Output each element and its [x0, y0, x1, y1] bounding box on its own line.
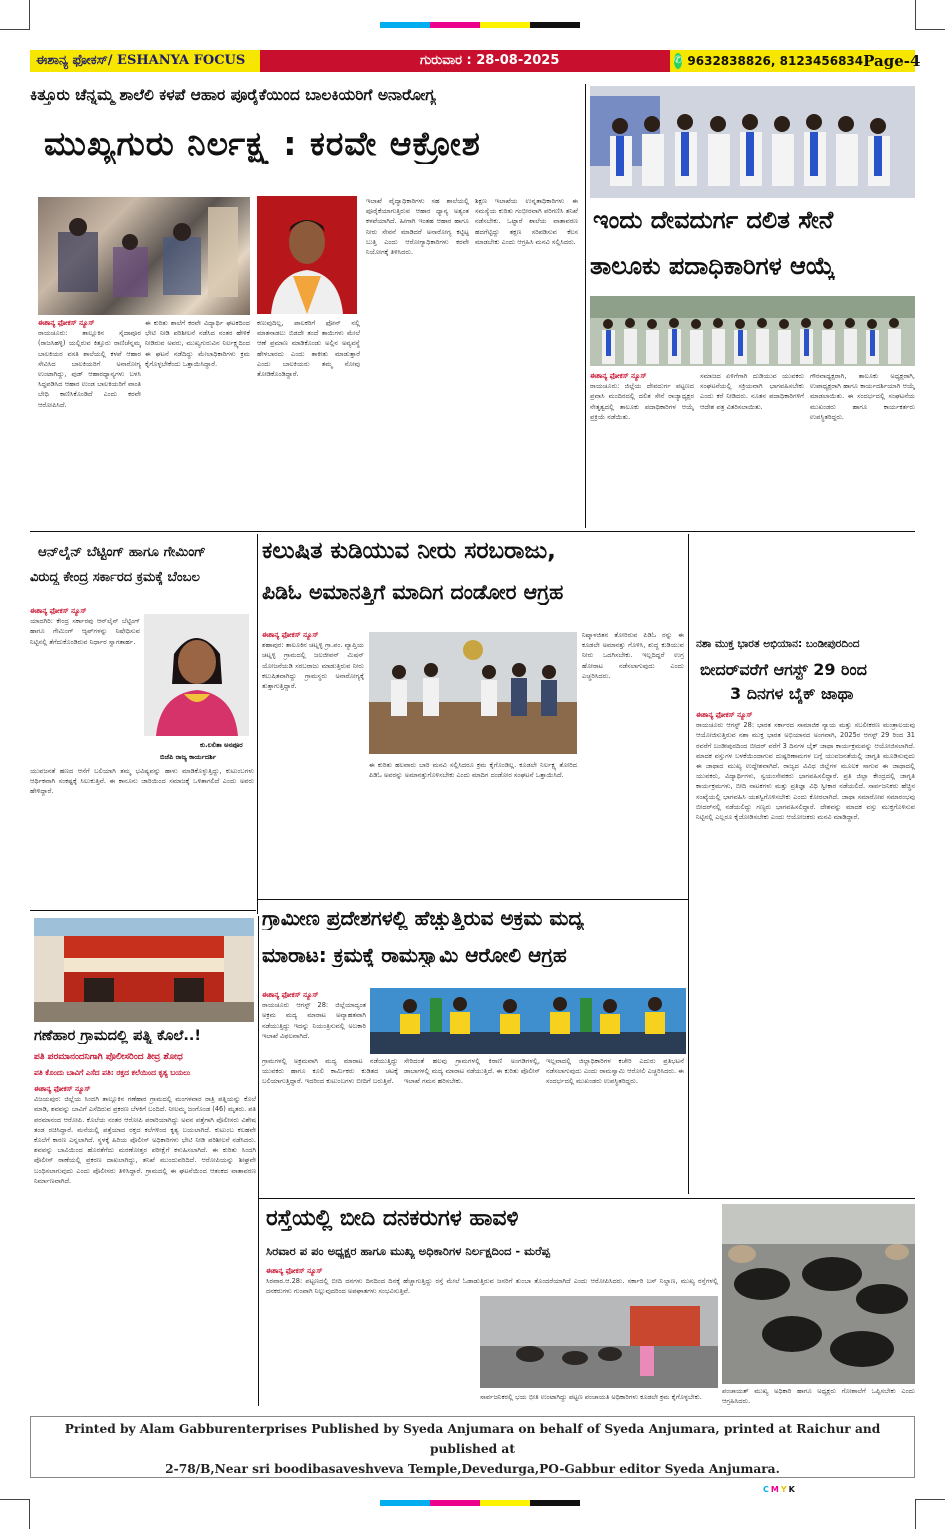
story3-caption-role: ಬಿಜೆಪಿ ರಾಜ್ಯ ಕಾರ್ಯದರ್ಶಿ	[160, 753, 217, 761]
story6-column-3	[546, 1056, 684, 1192]
registration-mark-top-right	[915, 0, 945, 30]
story1-text-col4: ಇಲಾಖೆ ವೈದ್ಯಾಧಿಕಾರಿಗಳು ಸಹ ಶಾಲೆಯಲ್ಲಿ ಪೂರೈಕೆಯಾಗುತ್ತಿರುವ ಆಹಾರ ಧ್ಯಾನ್ಯ ಅತ್ಯಂತ ಕಳಪೆಯಾಗಿದೆ. ಹೀಗಾಗಿ ಇಂತಹ ಆಹಾರ ಹಾಗೂ ನೀರು ಸೇವನೆ ಮಾಡಿದರೆ ಅನಾರೋಗ್ಯ ಕಟ್ಟಿಟ್ಟ ಬುತ್ತಿ ಎಂದು ಆರೋಗ್ಯಾಧಿಕಾರಿಗಳು ಕರವೇ ನಿಯೋಗಕ್ಕೆ ತಿಳಿಸಿದರು.	[366, 197, 469, 257]
story8-caption-right	[722, 1386, 915, 1412]
cmyk-c: C	[763, 1485, 769, 1494]
story1-column-5	[475, 196, 578, 526]
story8-column-right	[480, 1392, 718, 1406]
story1-headline: ಮುಖ್ಯಗುರು ನಿರ್ಲಕ್ಷ್ಯ : ಕರವೇ ಆಕ್ರೋಶ	[44, 124, 481, 163]
rule-vertical-left-mid	[257, 534, 258, 914]
story4-headline-line1: ಕಲುಷಿತ ಕುಡಿಯುವ ನೀರು ಸರಬರಾಜು,	[262, 538, 556, 564]
rule-horizontal-1	[30, 531, 915, 532]
story1-text-col2: ಈ ಕುರಿತು ಶಾಲೆಗೆ ಕರವೇ ವಿದ್ಯಾರ್ಥಿ ಘಟಕದಿಂದ ಭೇಟಿ ನೀಡಿ ಪರಿಶೀಲನೆ ನಡೆಸಿದ ನಂತರ ಹೇಳಿಕೆ ನೀಡಿರುವ ಅವರು, ಮುಖ್ಯಗುರುವಿನ ನಿರ್ಲಕ್ಷ್ಯದಿಂದ ಈ ಘಟನೆ ನಡೆದಿದ್ದು ಮೇಲಾಧಿಕಾರಿಗಳು ಕ್ರಮ ಕೈಗೊಳ್ಳಬೇಕೆಂದು ಒತ್ತಾಯಿಸಿದ್ದಾರೆ.	[145, 319, 250, 368]
story4-text-col1: ಶಹಾಪುರ: ತಾಲೂಕಿನ ಚಟ್ನಳ್ಳಿ ಗ್ರಾ.ಪಂ. ವ್ಯಾಪ್ತಿಯ ಚಟ್ನಳ್ಳಿ ಗ್ರಾಮದಲ್ಲಿ ಜಲಜೀವನ್ ಮಿಷನ್ ಯೋಜನೆಯಡಿ ಸರಬರಾಜು ಮಾಡುತ್ತಿರುವ ನೀರು ಕಲುಷಿತವಾಗಿದ್ದು ಗ್ರಾಮಸ್ಥರು ಅನಾರೋಗ್ಯಕ್ಕೆ ತುತ್ತಾಗುತ್ತಿದ್ದಾರೆ.	[262, 641, 364, 691]
color-bar-bottom	[380, 1500, 580, 1506]
story3-headline-line1: ಆನ್‌ಲೈನ್ ಬೆಟ್ಟಿಂಗ್ ಹಾಗೂ ಗೇಮಿಂಗ್	[38, 544, 206, 560]
story4-headline-line2: ಪಿಡಿಓ ಅಮಾನತ್ತಿಗೆ ಮಾದಿಗ ದಂಡೋರ ಆಗ್ರಹ	[262, 580, 564, 604]
registration-mark-bottom-left	[0, 1499, 30, 1529]
rule-vertical-center-top	[585, 84, 586, 528]
story1-text-col3: ಕಣುವುದಿಲ್ಲ, ಪಾಲಕರಿಗೆ ಫೋನ್ ನಲ್ಲಿ ಮಾತನಾಡಲು ಬಿಡದೇ ತಂದೆ ತಾಯಿಗಳು ಮೇಲೆ ಆಣೆ ಪ್ರಮಾಣ ಮಾಡಿಕೊಂಡು ಅಲ್ಲಿನ ಅವ್ಯವಸ್ಥೆ ಹೇಳಬಾರದು ಎಂದು ತಾಕೀತು ಮಾಡುತ್ತಾರೆ ಎಂದು ಬಾಲಕಿಯರು ತಮ್ಮ ನೋವು ತೋಡಿಕೊಂಡಿದ್ದಾರೆ.	[257, 319, 360, 379]
color-bar-top	[380, 22, 580, 28]
story2-group-scene-bottom	[590, 296, 915, 366]
story3-caption-name: ಕು.ಲಲಿತಾ ಅನಪೂರ	[200, 741, 243, 749]
story4-text-col2: ಈ ಕುರಿತು ಹಲವಾರು ಬಾರಿ ಮನವಿ ಸಲ್ಲಿಸಿದರೂ ಕ್ರಮ ಕೈಗೊಂಡಿಲ್ಲ. ಕೂಡಲೇ ನಿರ್ಲಕ್ಷ್ಯ ತೋರಿದ ಪಿಡಿಓ ಅವರನ್ನು ಅಮಾನತ್ತುಗೊಳಿಸಬೇಕು ಎಂದು ಮಾದಿಗ ದಂಡೋರ ಸಂಘಟನೆ ಒತ್ತಾಯಿಸಿದೆ.	[369, 761, 577, 780]
story2-photo-group-top	[590, 86, 915, 198]
story7-byline: ಈಶಾನ್ಯ ಫೋಕಸ್ ನ್ಯೂಸ್	[34, 1085, 91, 1093]
story6-headline-line1: ಗ್ರಾಮೀಣ ಪ್ರದೇಶಗಳಲ್ಲಿ ಹೆಚ್ಚುತ್ತಿರುವ ಅಕ್ರಮ ಮದ್ಯ	[262, 906, 585, 930]
story7-headline: ಗಣೆಹಾರ ಗ್ರಾಮದಲ್ಲಿ ಪತ್ನಿ ಕೊಲೆ..!	[34, 1028, 201, 1044]
story1-text-col1: ರಾಯಚೂರು: ತಾಲ್ಲೂಕಿನ ಸೈದಾಪೂರ (ರಾಜಸಿಹಳ್ಳಿ) ಯಲ್ಲಿರುವ ಕಿತ್ತೂರು ರಾಣಿಚೆನ್ನಮ್ಮ ಬಾಲಕಿಯರ ವಸತಿ ಶಾಲೆಯಲ್ಲಿ ಕಳಪೆ ಆಹಾರ ಸೇವಿಸಿದ ಬಾಲಕಿಯರಿಗೆ ಅನಾರೋಗ್ಯ ಉಂಟಾಗಿದ್ದು, ಪುಡ್ ಆಹಾರಧ್ಯಾನ್ಯಗಳು ಬಳಸಿ ಸಿದ್ದಪಡಿಸಿದ ಆಹಾರ ಉಂಡ ಬಾಲಕಿಯರಿಗೆ ವಾಂತಿ ಬೇಧಿ ಕಾಣಿಸಿಕೊಂಡಿದೆ ಎಂದು ಕರವೇ ಆರೋಪಿಸಿದೆ.	[38, 329, 141, 409]
story3-column-lead	[30, 606, 140, 756]
story8-text: ಸಿರವಾರ.ಆ.28: ಪಟ್ಟಣದಲ್ಲಿ ಬೀದಿ ದನಗಳು ದಿನದಿಂದ ದಿನಕ್ಕೆ ಹೆಚ್ಚಾಗುತ್ತಿದ್ದು ರಸ್ತೆ ಮೇಲೆ ಓಡಾಡುತ್ತಿರುವ ಜನರಿಗೆ ತುಂಬಾ ತೊಂದರೆಯಾಗಿದೆ ಎಂದು ಆರೋಪಿಸಿದರು. ಸರ್ಕಾರಿ ಬಸ್ ನಿಲ್ದಾಣ, ಮುಖ್ಯ ರಸ್ತೆಗಳಲ್ಲಿ ದನಕರುಗಳು ಗುಂಪಾಗಿ ನಿಲ್ಲುವುದರಿಂದ ಅಪಘಾತಗಳು ಸಂಭವಿಸುತ್ತಿವೆ.	[266, 1277, 718, 1296]
registration-mark-top-left	[0, 0, 30, 30]
cmyk-y: Y	[780, 1485, 787, 1494]
story8-photo-street	[480, 1296, 718, 1388]
story6-text-col3: ಇಲ್ಲವಾದಲ್ಲಿ ಜಿಲ್ಲಾಧಿಕಾರಿಗಳ ಕಚೇರಿ ಎದುರು ಪ್ರತಿಭಟನೆ ನಡೆಸಲಾಗುವುದು ಎಂದು ರಾಮಸ್ವಾಮಿ ಆರೋಲಿ ಎಚ್ಚರಿಸಿದರು. ಈ ಸಂದರ್ಭದಲ್ಲಿ ಮುಖಂಡರು ಉಪಸ್ಥಿತರಿದ್ದರು.	[546, 1057, 684, 1086]
story6-text-lead: ರಾಯಚೂರು ಆಗಸ್ಟ್ 28: ಜಿಲ್ಲೆಯಾದ್ಯಂತ ಅಕ್ರಮ ಮದ್ಯ ಮಾರಾಟ ಅವ್ಯಾಹತವಾಗಿ ನಡೆಯುತ್ತಿದ್ದು ಇದನ್ನು ನಿಯಂತ್ರಿಸುವಲ್ಲಿ ಅಬಕಾರಿ ಇಲಾಖೆ ವಿಫಲವಾಗಿದೆ.	[262, 1001, 366, 1040]
story4-byline: ಈಶಾನ್ಯ ಫೋಕಸ್ ನ್ಯೂಸ್	[262, 631, 319, 639]
story5-headline-line2: 3 ದಿನಗಳ ಬೈಕ್ ಜಾಥಾ	[730, 684, 854, 703]
story2-column-3	[810, 371, 915, 527]
story2-headline-line1: ಇಂದು ದೇವದುರ್ಗ ದಲಿತ ಸೇನೆ	[593, 206, 834, 234]
story4-column-1	[262, 630, 364, 894]
story8-headline: ರಸ್ತೆಯಲ್ಲಿ ಬೀದಿ ದನಕರುಗಳ ಹಾವಳಿ	[266, 1206, 519, 1231]
cmyk-marks	[762, 1485, 796, 1494]
story1-photo-hostel	[38, 197, 250, 315]
story4-column-2	[369, 760, 577, 894]
story8-text-right: ಸಾರ್ವಜನಿಕರಲ್ಲಿ ಭಯ ಭೀತಿ ಉಂಟಾಗಿದ್ದು ಪಟ್ಟಣ ಪಂಚಾಯತಿ ಅಧಿಕಾರಿಗಳು ಕೂಡಲೇ ಕ್ರಮ ಕೈಗೊಳ್ಳಬೇಕು.	[480, 1393, 702, 1401]
story6-press-scene	[370, 988, 686, 1054]
story1-column-2	[145, 318, 250, 526]
rule-vertical-right-mid	[688, 534, 689, 1194]
story5-column	[696, 710, 915, 1194]
story4-office-scene	[369, 632, 577, 754]
story2-group-scene-top	[590, 86, 915, 198]
masthead	[30, 50, 921, 72]
story7-station-scene	[34, 918, 254, 1022]
cmyk-m: M	[770, 1485, 779, 1494]
story8-photo-buffaloes	[722, 1204, 915, 1384]
imprint-line-2: 2-78/B,Near sri boodibasaveshveva Temple,Devedurga,PO-Gabbur editor Syeda Anjumara.	[165, 1462, 780, 1476]
story5-byline: ಈಶಾನ್ಯ ಫೋಕಸ್ ನ್ಯೂಸ್	[696, 711, 753, 719]
page-number: Page-4	[863, 52, 921, 70]
story3-byline: ಈಶಾನ್ಯ ಫೋಕಸ್ ನ್ಯೂಸ್	[30, 607, 87, 615]
story2-text-col3: ಗೌರವಾಧ್ಯಕ್ಷರಾಗಿ, ತಾಲೂಕು ಅಧ್ಯಕ್ಷರಾಗಿ, ಉಪಾಧ್ಯಕ್ಷರಾಗಿ ಹಾಗೂ ಕಾರ್ಯದರ್ಶಿಯಾಗಿ ಆಯ್ಕೆ ಮಾಡಲಾಯಿತು. ಈ ಸಂದರ್ಭದಲ್ಲಿ ಸಂಘಟನೆಯ ಮುಖಂಡರು ಹಾಗೂ ಕಾರ್ಯಕರ್ತರು ಉಪಸ್ಥಿತರಿದ್ದರು.	[810, 372, 915, 421]
imprint-line-1: Printed by Alam Gabburenterprises Published by Syeda Anjumara on behalf of Syeda Anjumara, printed at Raichur and published at	[64, 1422, 881, 1456]
story6-byline: ಈಶಾನ್ಯ ಫೋಕಸ್ ನ್ಯೂಸ್	[262, 991, 319, 999]
story2-byline: ಈಶಾನ್ಯ ಫೋಕಸ್ ನ್ಯೂಸ್	[590, 372, 647, 380]
story2-photo-group-bottom	[590, 296, 915, 366]
story7-text: ವಿಜಯಪುರ: ಜಿಲ್ಲೆಯ ಸಿಂದಗಿ ತಾಲ್ಲೂಕಿನ ಗಣೆಹಾರ ಗ್ರಾಮದಲ್ಲಿ ಮಂಗಳವಾರ ರಾತ್ರಿ ಪತ್ನಿಯನ್ನು ಕೊಲೆ ಮಾಡಿ, ಶವವನ್ನು ಬಾವಿಗೆ ಎಸೆದಿರುವ ಪ್ರಕರಣ ಬೆಳಕಿಗೆ ಬಂದಿದೆ. ನೀಲಮ್ಮ ಜಂಗೊಂಡ (46) ಮೃತರು. ಪತಿ ಪರಮಾನಂದ ಆರೋಪಿ. ಕೊಲೆಯ ನಂತರ ಆರೋಪಿ ಪರಾರಿಯಾಗಿದ್ದು ಅವನ ಪತ್ತೆಗಾಗಿ ಪೊಲೀಸರು ವಿಶೇಷ ತಂಡ ರಚಿಸಿದ್ದಾರೆ. ಮನೆಯಲ್ಲಿ ಪತ್ತೆಯಾದ ರಕ್ತದ ಕಲೆಗಳಿಂದ ಕೃತ್ಯ ಬಯಲಾಗಿದೆ. ಕುಟುಂಬ ಕಲಹವೇ ಕೊಲೆಗೆ ಕಾರಣ ಎನ್ನಲಾಗಿದೆ. ಸ್ಥಳಕ್ಕೆ ಹಿರಿಯ ಪೊಲೀಸ್ ಅಧಿಕಾರಿಗಳು ಭೇಟಿ ನೀಡಿ ಪರಿಶೀಲನೆ ನಡೆಸಿದರು. ಶವವನ್ನು ಬಾವಿಯಿಂದ ಹೊರತೆಗೆದು ಮರಣೋತ್ತರ ಪರೀಕ್ಷೆಗೆ ಕಳುಹಿಸಲಾಗಿದೆ. ಈ ಕುರಿತು ಸಿಂದಗಿ ಪೊಲೀಸ್ ಠಾಣೆಯಲ್ಲಿ ಪ್ರಕರಣ ದಾಖಲಾಗಿದ್ದು, ತನಿಖೆ ಮುಂದುವರಿದಿದೆ. ಆರೋಪಿಯನ್ನು ಶೀಘ್ರವೇ ಬಂಧಿಸಲಾಗುವುದು ಎಂದು ಪೊಲೀಸರು ತಿಳಿಸಿದ್ದಾರೆ. ಗ್ರಾಮದಲ್ಲಿ ಈ ಘಟನೆಯಿಂದ ಆತಂಕದ ವಾತಾವರಣ ನಿರ್ಮಾಣವಾಗಿದೆ.	[34, 1095, 256, 1185]
story3-portrait-figure	[144, 614, 249, 736]
story4-column-3	[582, 630, 684, 894]
story1-column-1	[38, 318, 141, 526]
story5-kicker: ನಶಾ ಮುಕ್ತ ಭಾರತ ಅಭಿಯಾನ: ಬಂಡೀಪುರದಿಂದ	[696, 638, 860, 650]
story3-text-b: ಯುವಜನತೆ ಹಣದ ಆಸೆಗೆ ಬಲಿಯಾಗಿ ತಮ್ಮ ಭವಿಷ್ಯವನ್ನು ಹಾಳು ಮಾಡಿಕೊಳ್ಳುತ್ತಿದ್ದು, ಕುಟುಂಬಗಳು ಆರ್ಥಿಕವಾಗಿ ಸಂಕಷ್ಟಕ್ಕೆ ಸಿಲುಕುತ್ತಿವೆ. ಈ ಕಾನೂನು ಜಾರಿಯಿಂದ ಸಮಾಜಕ್ಕೆ ಒಳಿತಾಗಲಿದೆ ಎಂದು ಅವರು ಹೇಳಿದ್ದಾರೆ.	[30, 767, 254, 796]
story8-caption-text: ಪಂಚಾಯತ್ ಮುಖ್ಯ ಅಧಿಕಾರಿ ಹಾಗೂ ಅಧ್ಯಕ್ಷರು ಗೋಶಾಲೆಗೆ ಒಪ್ಪಿಸಬೇಕು ಎಂದು ಆಗ್ರಹಿಸಿದರು.	[722, 1387, 915, 1406]
story5-headline-line1: ಬೀದರ್‌ವರೆಗೆ ಆಗಸ್ಟ್ 29 ರಿಂದ	[700, 660, 867, 679]
story4-text-col3: ನಿಷ್ಕಾಳಜಿತನ ತೋರಿರುವ ಪಿಡಿಓ ರನ್ನು ಈ ಕೂಡಲೇ ಅಮಾನತ್ತು ಗೊಳಿಸಿ, ಶುದ್ಧ ಕುಡಿಯುವ ನೀರು ಒದಗಿಸಬೇಕು. ಇಲ್ಲದಿದ್ದರೆ ಉಗ್ರ ಹೋರಾಟ ನಡೆಸಲಾಗುವುದು ಎಂದು ಎಚ್ಚರಿಸಿದರು.	[582, 631, 684, 680]
story2-text-col2: ಸಮಾಜದ ಏಳಿಗೆಗಾಗಿ ದುಡಿಯುವ ಯುವಕರು ಸಂಘಟನೆಯಲ್ಲಿ ಸಕ್ರಿಯವಾಗಿ ಭಾಗವಹಿಸಬೇಕು ಎಂದು ಕರೆ ನೀಡಿದರು. ನೂತನ ಪದಾಧಿಕಾರಿಗಳಿಗೆ ಆದೇಶ ಪತ್ರ ವಿತರಿಸಲಾಯಿತು.	[700, 372, 804, 411]
imprint-footer	[30, 1416, 915, 1478]
story4-photo-office	[369, 632, 577, 754]
whatsapp-icon: ✆	[674, 53, 682, 69]
story1-portrait-figure	[257, 196, 357, 314]
story2-text-col1: ರಾಯಚೂರು: ಜಿಲ್ಲೆಯ ದೇವದುರ್ಗ ಪಟ್ಟಣದ ಪ್ರವಾಸಿ ಮಂದಿರದಲ್ಲಿ ದಲಿತ ಸೇನೆ ರಾಜ್ಯಾಧ್ಯಕ್ಷರ ನೇತೃತ್ವದಲ್ಲಿ ತಾಲೂಕು ಪದಾಧಿಕಾರಿಗಳ ಆಯ್ಕೆ ಪ್ರಕ್ರಿಯೆ ನಡೆಯಿತು.	[590, 382, 694, 421]
story1-text-col5: ಶಿಕ್ಷಣ ಇಲಾಖೆಯ ಉನ್ನತಾಧಿಕಾರಿಗಳು ಈ ಸಮಸ್ಯೆಯ ಕುರಿತು ಗಂಭೀರವಾಗಿ ಪರಿಗಣಿಸಿ ತನಿಖೆ ನಡೆಸಬೇಕು. ಒಟ್ಟಾರೆ ಶಾಲೆಯ ವಾತಾವರಣ ಹದಗೆಟ್ಟಿದ್ದು ತಕ್ಷಣ ಸರಿಪಡಿಸುವ ಕೆಲಸ ಮಾಡಬೇಕು ಎಂದು ಆಗ್ರಹಿಸಿ ಮನವಿ ಸಲ್ಲಿಸಿದರು.	[475, 197, 578, 246]
story7-photo-police-station	[34, 918, 254, 1022]
story8-buffalo-scene	[722, 1204, 915, 1384]
story1-photo-portrait	[257, 196, 357, 314]
paper-name: ಈಶಾನ್ಯ ಫೋಕಸ್/ ESHANYA FOCUS	[30, 50, 260, 72]
registration-mark-bottom-right	[915, 1499, 945, 1529]
story7-column	[34, 1084, 256, 1394]
story3-text-a: ಯಾದಗಿರಿ: ಕೇಂದ್ರ ಸರ್ಕಾರವು ಆನ್‌ಲೈನ್ ಬೆಟ್ಟಿಂಗ್ ಹಾಗೂ ಗೇಮಿಂಗ್ ಆ್ಯಪ್‌ಗಳನ್ನು ನಿಷೇಧಿಸುವ ನಿಟ್ಟಿನಲ್ಲಿ ತೆಗೆದುಕೊಂಡಿರುವ ನಿರ್ಧಾರ ಸ್ವಾಗತಾರ್ಹ.	[30, 617, 140, 646]
cmyk-k: K	[788, 1485, 795, 1494]
story5-text: ರಾಯಚೂರು ಆಗಸ್ಟ್ 28: ಭಾರತ ಸರ್ಕಾರದ ಸಾಮಾಜಿಕ ನ್ಯಾಯ ಮತ್ತು ಸಬಲೀಕರಣ ಮಂತ್ರಾಲಯವು ಆಯೋಜಿಸುತ್ತಿರುವ ನಶಾ ಮುಕ್ತ ಭಾರತ ಅಭಿಯಾನದ ಅಂಗವಾಗಿ, 2025ರ ಆಗಸ್ಟ್ 29 ರಿಂದ 31 ರವರೆಗೆ ಬಂಡೀಪುರದಿಂದ ಬೀದರ್ ವರೆಗೆ 3 ದಿನಗಳ ಬೈಕ್ ಜಾಥಾ ಕಾರ್ಯಕ್ರಮವನ್ನು ಆಯೋಜಿಸಲಾಗಿದೆ. ಮಾದಕ ವಸ್ತುಗಳ ಬಳಕೆಯಿಂದಾಗುವ ದುಷ್ಪರಿಣಾಮಗಳ ಬಗ್ಗೆ ಯುವಜನತೆಯಲ್ಲಿ ಜಾಗೃತಿ ಮೂಡಿಸುವುದು ಈ ಜಾಥಾದ ಮುಖ್ಯ ಉದ್ದೇಶವಾಗಿದೆ. ರಾಜ್ಯದ ವಿವಿಧ ಜಿಲ್ಲೆಗಳ ಮೂಲಕ ಸಾಗುವ ಈ ಜಾಥಾದಲ್ಲಿ ಯುವಕರು, ವಿದ್ಯಾರ್ಥಿಗಳು, ಸ್ವಯಂಸೇವಕರು ಭಾಗವಹಿಸಲಿದ್ದಾರೆ. ಪ್ರತಿ ಜಿಲ್ಲಾ ಕೇಂದ್ರದಲ್ಲಿ ಜಾಗೃತಿ ಕಾರ್ಯಕ್ರಮಗಳು, ಬೀದಿ ನಾಟಕಗಳು ಮತ್ತು ಪ್ರತಿಜ್ಞಾ ವಿಧಿ ಸ್ವೀಕಾರ ನಡೆಯಲಿದೆ. ಸಾರ್ವಜನಿಕರು ಹೆಚ್ಚಿನ ಸಂಖ್ಯೆಯಲ್ಲಿ ಭಾಗವಹಿಸಿ ಯಶಸ್ವಿಗೊಳಿಸಬೇಕು ಎಂದು ಕೋರಲಾಗಿದೆ. ಜಾಥಾ ಸಮಾರೋಪ ಸಮಾರಂಭವು ಬೀದರ್‌ನಲ್ಲಿ ನಡೆಯಲಿದ್ದು ಗಣ್ಯರು ಭಾಗವಹಿಸಲಿದ್ದಾರೆ. ದೇಶವನ್ನು ಮಾದಕ ವಸ್ತು ಮುಕ್ತಗೊಳಿಸುವ ನಿಟ್ಟಿನಲ್ಲಿ ಎಲ್ಲರೂ ಕೈಜೋಡಿಸಬೇಕು ಎಂದು ಆಯೋಜಕರು ಮನವಿ ಮಾಡಿದ್ದಾರೆ.	[696, 721, 915, 822]
story8-street-scene	[480, 1296, 718, 1388]
story2-headline-line2: ತಾಲೂಕು ಪದಾಧಿಕಾರಿಗಳ ಆಯ್ಕೆ	[590, 252, 835, 280]
story1-column-3	[257, 318, 360, 526]
story1-byline: ಈಶಾನ್ಯ ಫೋಕಸ್ ನ್ಯೂಸ್	[38, 319, 95, 327]
story6-column-1	[262, 1056, 398, 1192]
story7-subhead-1: ಪತಿ ಪರಮಾನಂದನಿಗಾಗಿ ಪೊಲೀಸರಿಂದ ತೀವ್ರ ಶೋಧ	[34, 1052, 183, 1062]
story1-column-4	[366, 196, 469, 526]
story8-byline: ಈಶಾನ್ಯ ಫೋಕಸ್ ನ್ಯೂಸ್	[266, 1267, 323, 1275]
story1-kicker: ಕಿತ್ತೂರು ಚೆನ್ನಮ್ಮ ಶಾಲೆಲಿ ಕಳಪೆ ಆಹಾರ ಪೂರೈಕೆಯಿಂದ ಬಾಲಕಿಯರಿಗೆ ಅನಾರೋಗ್ಯ	[30, 86, 436, 104]
rule-horizontal-mid-center	[258, 899, 688, 900]
story6-column-2	[404, 1056, 540, 1192]
story2-column-2	[700, 371, 804, 527]
rule-vertical-left-lower	[258, 916, 259, 1406]
story2-column-1	[590, 371, 694, 527]
masthead-contact	[670, 50, 921, 72]
story3-photo-portrait	[144, 614, 249, 736]
rule-horizontal-left-mid	[30, 910, 256, 911]
story6-photo-press	[370, 988, 686, 1054]
story6-text-col1: ಗ್ರಾಮಗಳಲ್ಲಿ ಅಕ್ರಮವಾಗಿ ಮದ್ಯ ಮಾರಾಟ ನಡೆಯುತ್ತಿದ್ದು ಯುವಕರು ಹಾಗೂ ಕೂಲಿ ಕಾರ್ಮಿಕರು ಕುಡಿತದ ಚಟಕ್ಕೆ ಬಲಿಯಾಗುತ್ತಿದ್ದಾರೆ. ಇದರಿಂದ ಕುಟುಂಬಗಳು ಬೀದಿಗೆ ಬರುತ್ತಿವೆ.	[262, 1057, 398, 1086]
story1-photo-scene	[38, 197, 250, 315]
story7-subhead-2: ಪತಿ ಕೊಂದು ಬಾವಿಗೆ ಎಸೆದ ಪತಿ: ರಕ್ತದ ಕಲೆಯಿಂದ ಕೃತ್ಯ ಬಯಲು	[34, 1068, 191, 1077]
phone-numbers: 9632838826, 8123456834	[687, 54, 864, 68]
issue-date: ಗುರುವಾರ : 28-08-2025	[260, 50, 670, 72]
story6-text-col2: ಸೇರಿದಂತೆ ಹಲವು ಗ್ರಾಮಗಳಲ್ಲಿ ಕಿರಾಣಿ ಅಂಗಡಿಗಳಲ್ಲಿ, ಡಾಬಾಗಳಲ್ಲಿ ಮದ್ಯ ಮಾರಾಟ ನಡೆಯುತ್ತಿದೆ. ಈ ಕುರಿತು ಪೊಲೀಸ್ ಇಲಾಖೆ ಗಮನ ಹರಿಸಬೇಕು.	[404, 1057, 540, 1086]
story3-column-body	[30, 766, 254, 904]
story8-subhead: ಸಿರವಾರ ಪ ಪಂ ಅಧ್ಯಕ್ಷರ ಹಾಗೂ ಮುಖ್ಯ ಅಧಿಕಾರಿಗಳ ನಿರ್ಲಕ್ಷದಿಂದ - ಮರೆಪ್ಪ	[266, 1244, 550, 1258]
story6-column-lead	[262, 990, 366, 1046]
rule-horizontal-lower	[258, 1198, 915, 1199]
story6-headline-line2: ಮಾರಾಟ: ಕ್ರಮಕ್ಕೆ ರಾಮಸ್ವಾಮಿ ಆರೋಲಿ ಆಗ್ರಹ	[262, 943, 567, 967]
story3-headline-line2: ವಿರುದ್ಧ ಕೇಂದ್ರ ಸರ್ಕಾರದ ಕ್ರಮಕ್ಕೆ ಬೆಂಬಲ	[30, 570, 200, 585]
